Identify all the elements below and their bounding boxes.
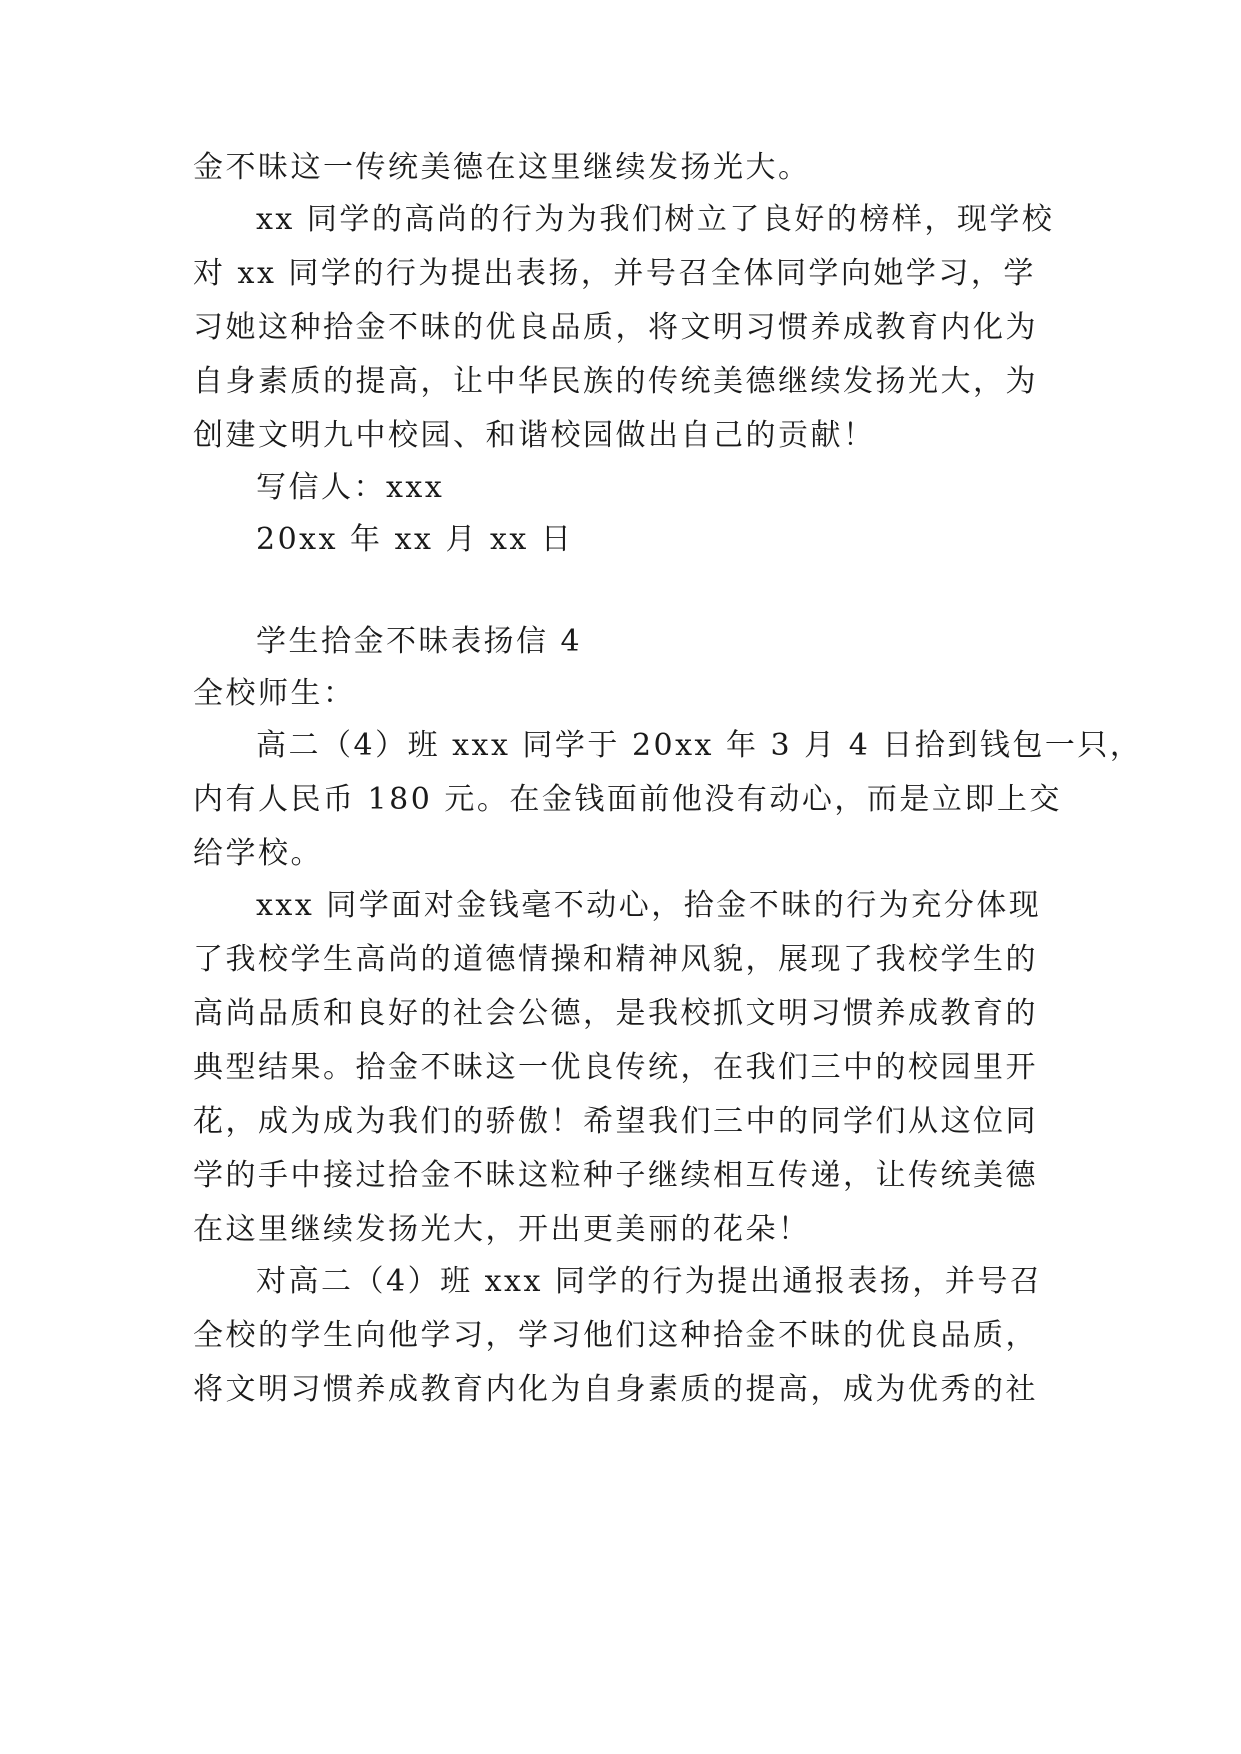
intro-tail-line: 金不昧这一传统美德在这里继续发扬光大。 [193,150,811,185]
paragraph2-line: 在这里继续发扬光大，开出更美丽的花朵！ [193,1212,811,1247]
paragraph3-line: 将文明习惯养成教育内化为自身素质的提高，成为优秀的社 [193,1372,1038,1407]
letter-salutation: 全校师生： [193,676,356,711]
paragraph2-line: 了我校学生高尚的道德情操和精神风貌，展现了我校学生的 [193,942,1038,977]
paragraph1-line: 高二（4）班 xxx 同学于 20xx 年 3 月 4 日拾到钱包一只， [256,728,1143,763]
paragraph2-line: 高尚品质和良好的社会公德，是我校抓文明习惯养成教育的 [193,996,1038,1031]
praise-line: 自身素质的提高，让中华民族的传统美德继续发扬光大，为 [193,364,1038,399]
paragraph2-line: 花，成为成为我们的骄傲！希望我们三中的同学们从这位同 [193,1104,1038,1139]
paragraph2-line: 典型结果。拾金不昧这一优良传统，在我们三中的校园里开 [193,1050,1038,1085]
paragraph1-line: 给学校。 [193,836,323,871]
paragraph3-line: 全校的学生向他学习，学习他们这种拾金不昧的优良品质， [193,1318,1038,1353]
paragraph1-line: 内有人民币 180 元。在金钱面前他没有动心，而是立即上交 [193,782,1062,817]
praise-line: 习她这种拾金不昧的优良品质，将文明习惯养成教育内化为 [193,310,1038,345]
signature-writer: 写信人：xxx [256,470,445,505]
paragraph2-line: 学的手中接过拾金不昧这粒种子继续相互传递，让传统美德 [193,1158,1038,1193]
letter-title: 学生拾金不昧表扬信 4 [256,624,583,659]
praise-line: 对 xx 同学的行为提出表扬，并号召全体同学向她学习，学 [193,256,1036,291]
paragraph2-line: xxx 同学面对金钱毫不动心，拾金不昧的行为充分体现 [256,888,1042,923]
signature-date: 20xx 年 xx 月 xx 日 [256,522,574,557]
paragraph3-line: 对高二（4）班 xxx 同学的行为提出通报表扬，并号召 [256,1264,1043,1299]
praise-line: 创建文明九中校园、和谐校园做出自己的贡献！ [193,418,876,453]
praise-line: xx 同学的高尚的行为为我们树立了良好的榜样，现学校 [256,202,1055,237]
